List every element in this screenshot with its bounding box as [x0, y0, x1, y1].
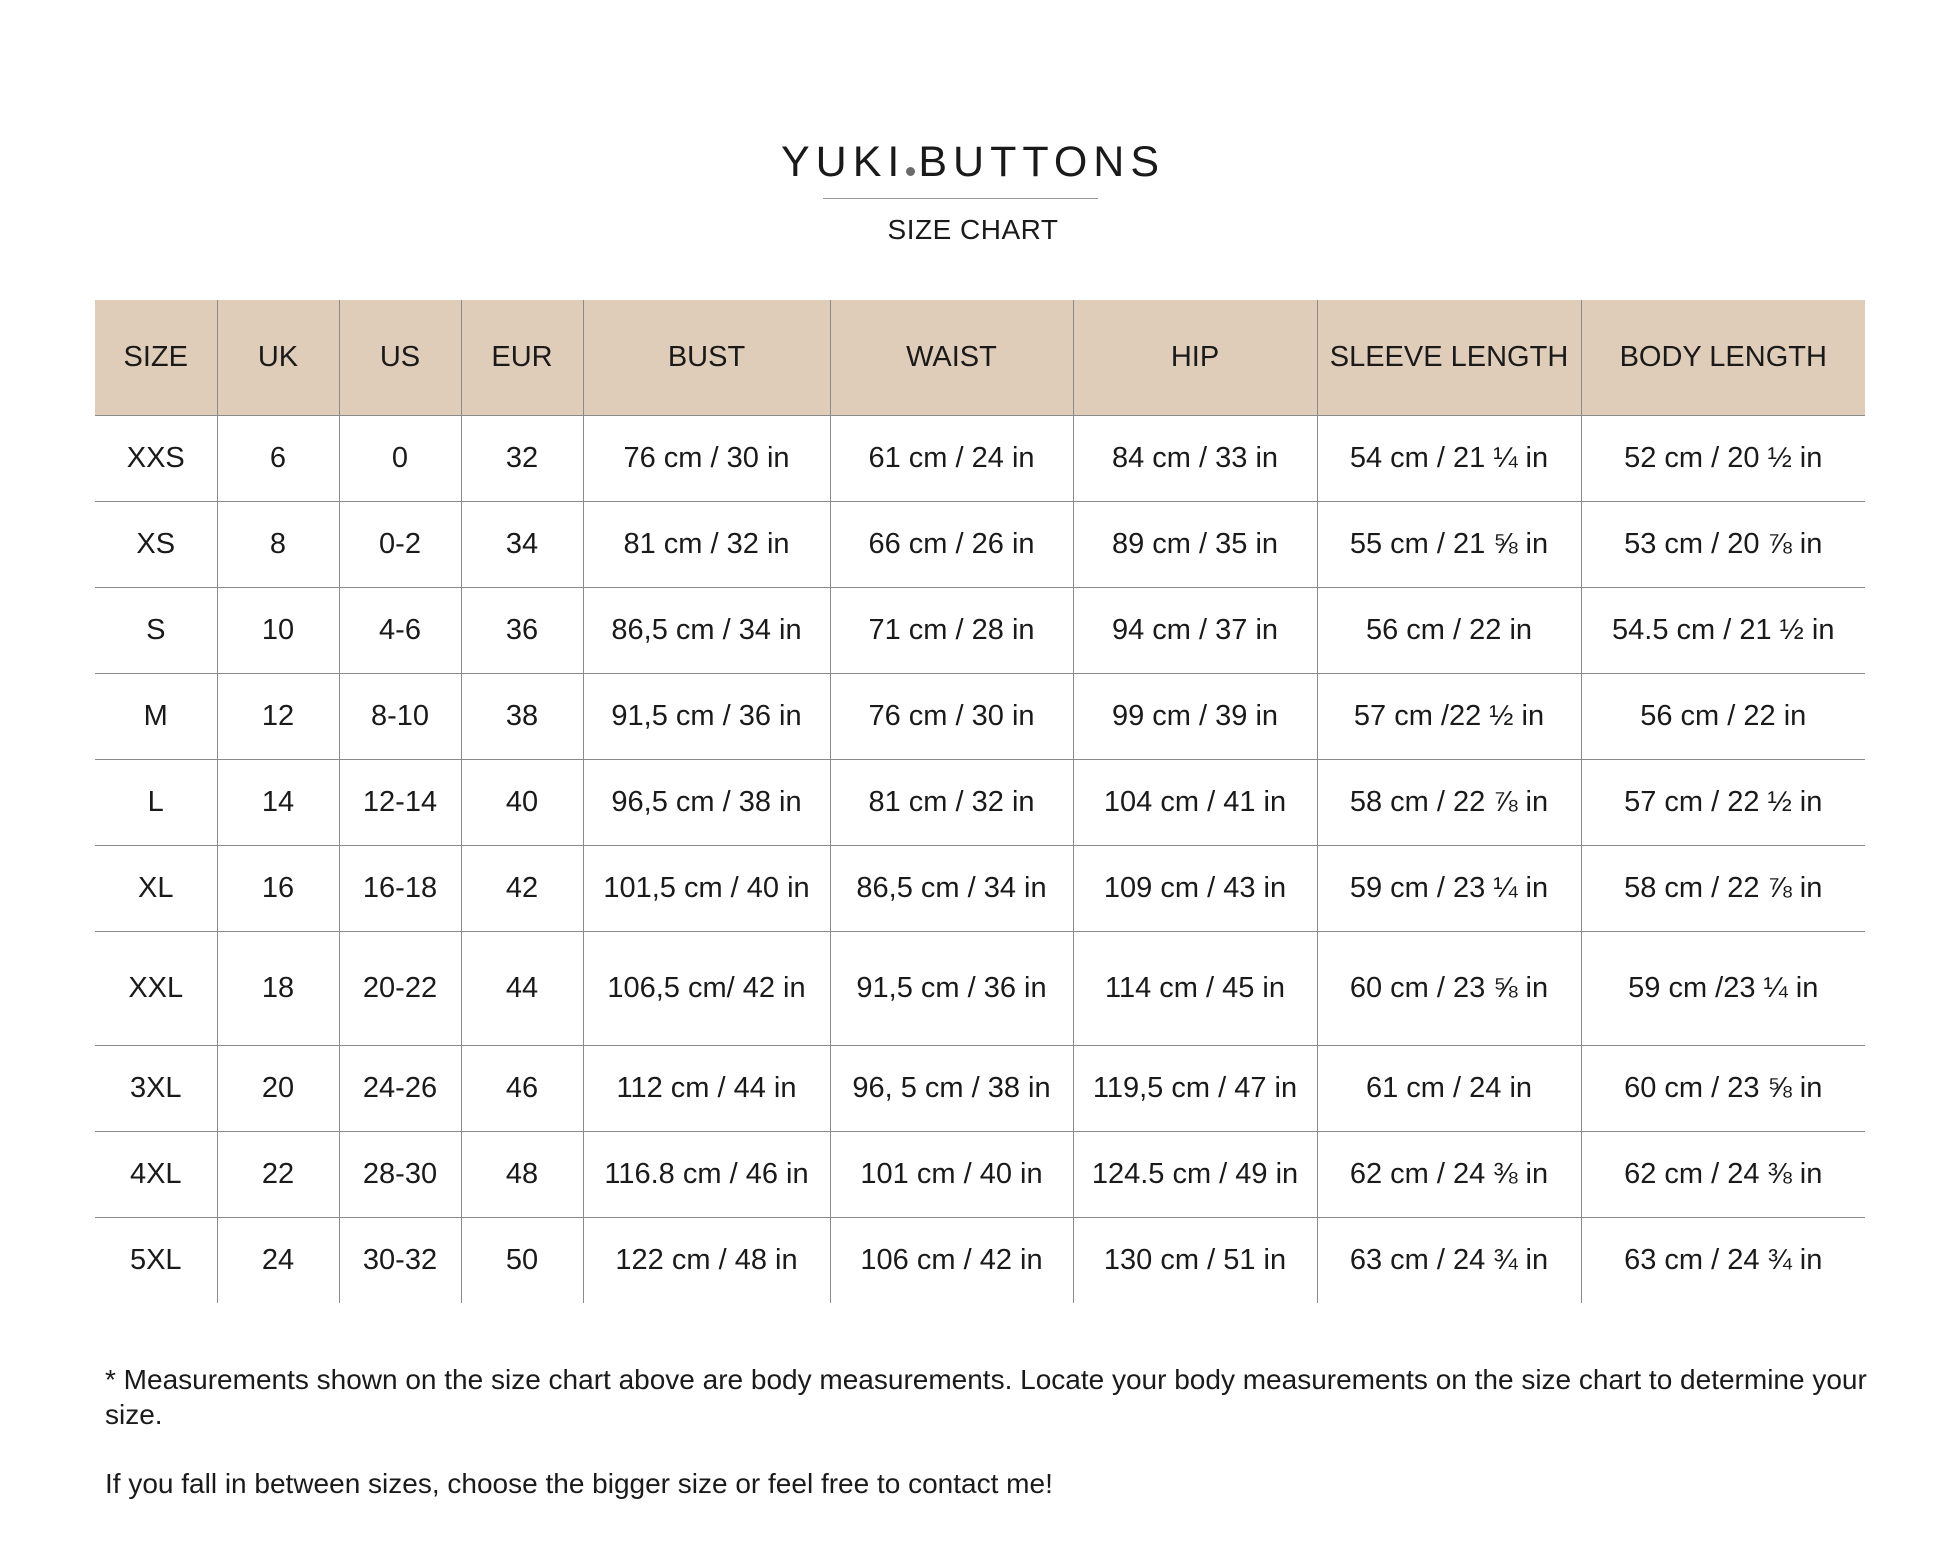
cell-waist: 76 cm / 30 in — [830, 674, 1073, 760]
cell-waist: 106 cm / 42 in — [830, 1218, 1073, 1304]
cell-uk: 22 — [217, 1132, 339, 1218]
cell-bust: 91,5 cm / 36 in — [583, 674, 830, 760]
cell-waist: 86,5 cm / 34 in — [830, 846, 1073, 932]
cell-bust: 86,5 cm / 34 in — [583, 588, 830, 674]
cell-waist: 101 cm / 40 in — [830, 1132, 1073, 1218]
cell-waist: 81 cm / 32 in — [830, 760, 1073, 846]
header-bust: BUST — [583, 300, 830, 416]
table-row — [95, 674, 1865, 760]
cell-hip: 124.5 cm / 49 in — [1073, 1132, 1317, 1218]
cell-us: 30-32 — [339, 1218, 461, 1304]
header-hip: HIP — [1073, 300, 1317, 416]
cell-bust: 76 cm / 30 in — [583, 416, 830, 502]
cell-hip: 94 cm / 37 in — [1073, 588, 1317, 674]
cell-sleeve-length: 63 cm / 24 ¾ in — [1317, 1218, 1581, 1304]
cell-sleeve-length: 56 cm / 22 in — [1317, 588, 1581, 674]
cell-us: 4-6 — [339, 588, 461, 674]
header-eur: EUR — [461, 300, 583, 416]
cell-eur: 32 — [461, 416, 583, 502]
page-title: SIZE CHART — [887, 214, 1059, 245]
cell-size: XXL — [95, 932, 217, 1046]
size-chart-table — [95, 300, 1865, 1303]
cell-us: 20-22 — [339, 932, 461, 1046]
cell-us: 16-18 — [339, 846, 461, 932]
cell-size: XL — [95, 846, 217, 932]
cell-us: 12-14 — [339, 760, 461, 846]
cell-eur: 36 — [461, 588, 583, 674]
cell-waist: 61 cm / 24 in — [830, 416, 1073, 502]
cell-uk: 16 — [217, 846, 339, 932]
header-size: SIZE — [95, 300, 217, 416]
cell-bust: 112 cm / 44 in — [583, 1046, 830, 1132]
cell-sleeve-length: 59 cm / 23 ¼ in — [1317, 846, 1581, 932]
cell-hip: 104 cm / 41 in — [1073, 760, 1317, 846]
cell-size: XS — [95, 502, 217, 588]
cell-body-length: 60 cm / 23 ⅝ in — [1581, 1046, 1865, 1132]
brand-dot-icon — [906, 167, 915, 176]
cell-size: S — [95, 588, 217, 674]
cell-uk: 8 — [217, 502, 339, 588]
cell-bust: 81 cm / 32 in — [583, 502, 830, 588]
cell-uk: 20 — [217, 1046, 339, 1132]
cell-bust: 122 cm / 48 in — [583, 1218, 830, 1304]
cell-hip: 130 cm / 51 in — [1073, 1218, 1317, 1304]
table-row — [95, 1132, 1865, 1218]
cell-us: 24-26 — [339, 1046, 461, 1132]
cell-body-length: 56 cm / 22 in — [1581, 674, 1865, 760]
cell-us: 0-2 — [339, 502, 461, 588]
brand-name-right: BUTTONS — [918, 138, 1166, 186]
footnotes — [105, 1362, 1875, 1501]
cell-hip: 114 cm / 45 in — [1073, 932, 1317, 1046]
cell-body-length: 58 cm / 22 ⅞ in — [1581, 846, 1865, 932]
header-body-length: BODY LENGTH — [1581, 300, 1865, 416]
cell-sleeve-length: 58 cm / 22 ⅞ in — [1317, 760, 1581, 846]
cell-waist: 96, 5 cm / 38 in — [830, 1046, 1073, 1132]
header-waist: WAIST — [830, 300, 1073, 416]
header-us: US — [339, 300, 461, 416]
cell-us: 0 — [339, 416, 461, 502]
cell-sleeve-length: 57 cm /22 ½ in — [1317, 674, 1581, 760]
table-row — [95, 1218, 1865, 1304]
cell-hip: 84 cm / 33 in — [1073, 416, 1317, 502]
cell-bust: 101,5 cm / 40 in — [583, 846, 830, 932]
cell-uk: 24 — [217, 1218, 339, 1304]
header-uk: UK — [217, 300, 339, 416]
cell-body-length: 53 cm / 20 ⅞ in — [1581, 502, 1865, 588]
cell-uk: 10 — [217, 588, 339, 674]
cell-sleeve-length: 60 cm / 23 ⅝ in — [1317, 932, 1581, 1046]
cell-body-length: 54.5 cm / 21 ½ in — [1581, 588, 1865, 674]
cell-sleeve-length: 61 cm / 24 in — [1317, 1046, 1581, 1132]
table-row — [95, 416, 1865, 502]
cell-bust: 96,5 cm / 38 in — [583, 760, 830, 846]
cell-sleeve-length: 62 cm / 24 ⅜ in — [1317, 1132, 1581, 1218]
cell-us: 8-10 — [339, 674, 461, 760]
cell-waist: 71 cm / 28 in — [830, 588, 1073, 674]
cell-size: 5XL — [129, 1244, 182, 1276]
cell-eur: 40 — [461, 760, 583, 846]
cell-body-length: 52 cm / 20 ½ in — [1581, 416, 1865, 502]
header-row — [95, 300, 1865, 416]
table-row — [95, 760, 1865, 846]
cell-size: 3XL — [95, 1046, 217, 1132]
cell-waist: 66 cm / 26 in — [830, 502, 1073, 588]
cell-uk: 14 — [217, 760, 339, 846]
cell-us: 28-30 — [339, 1132, 461, 1218]
cell-uk: 18 — [217, 932, 339, 1046]
cell-eur: 46 — [461, 1046, 583, 1132]
cell-sleeve-length: 55 cm / 21 ⅝ in — [1317, 502, 1581, 588]
cell-body-length: 62 cm / 24 ⅜ in — [1581, 1132, 1865, 1218]
measurement-note: * Measurements shown on the size chart above are body measurements. Locate your body measurements on the size chart to determine your size. — [105, 1364, 1867, 1430]
cell-body-length: 57 cm / 22 ½ in — [1581, 760, 1865, 846]
cell-size: L — [95, 760, 217, 846]
header-sleeve-length: SLEEVE LENGTH — [1317, 300, 1581, 416]
cell-eur: 50 — [461, 1218, 583, 1304]
cell-eur: 38 — [461, 674, 583, 760]
cell-eur: 42 — [461, 846, 583, 932]
cell-eur: 34 — [461, 502, 583, 588]
table-row — [95, 588, 1865, 674]
table-row — [95, 502, 1865, 588]
brand-name-left: YUKI — [780, 138, 906, 186]
cell-body-length: 63 cm / 24 ¾ in — [1581, 1218, 1865, 1304]
cell-eur: 44 — [461, 932, 583, 1046]
cell-bust: 106,5 cm/ 42 in — [583, 932, 830, 1046]
cell-body-length: 59 cm /23 ¼ in — [1581, 932, 1865, 1046]
cell-sleeve-length: 54 cm / 21 ¼ in — [1317, 416, 1581, 502]
between-sizes-note: If you fall in between sizes, choose the bigger size or feel free to contact me! — [105, 1468, 1053, 1499]
cell-size: XXS — [95, 416, 217, 502]
cell-size: M — [95, 674, 217, 760]
cell-waist: 91,5 cm / 36 in — [830, 932, 1073, 1046]
cell-eur: 48 — [461, 1132, 583, 1218]
table-row — [95, 932, 1865, 1046]
table-row — [95, 1046, 1865, 1132]
table-row — [95, 846, 1865, 932]
cell-hip: 89 cm / 35 in — [1073, 502, 1317, 588]
cell-bust: 116.8 cm / 46 in — [583, 1132, 830, 1218]
cell-hip: 99 cm / 39 in — [1073, 674, 1317, 760]
cell-hip: 119,5 cm / 47 in — [1073, 1046, 1317, 1132]
cell-hip: 109 cm / 43 in — [1073, 846, 1317, 932]
brand-divider — [823, 198, 1098, 199]
brand-logo — [0, 138, 1946, 187]
cell-uk: 6 — [217, 416, 339, 502]
cell-uk: 12 — [217, 674, 339, 760]
cell-size: 4XL — [95, 1132, 217, 1218]
